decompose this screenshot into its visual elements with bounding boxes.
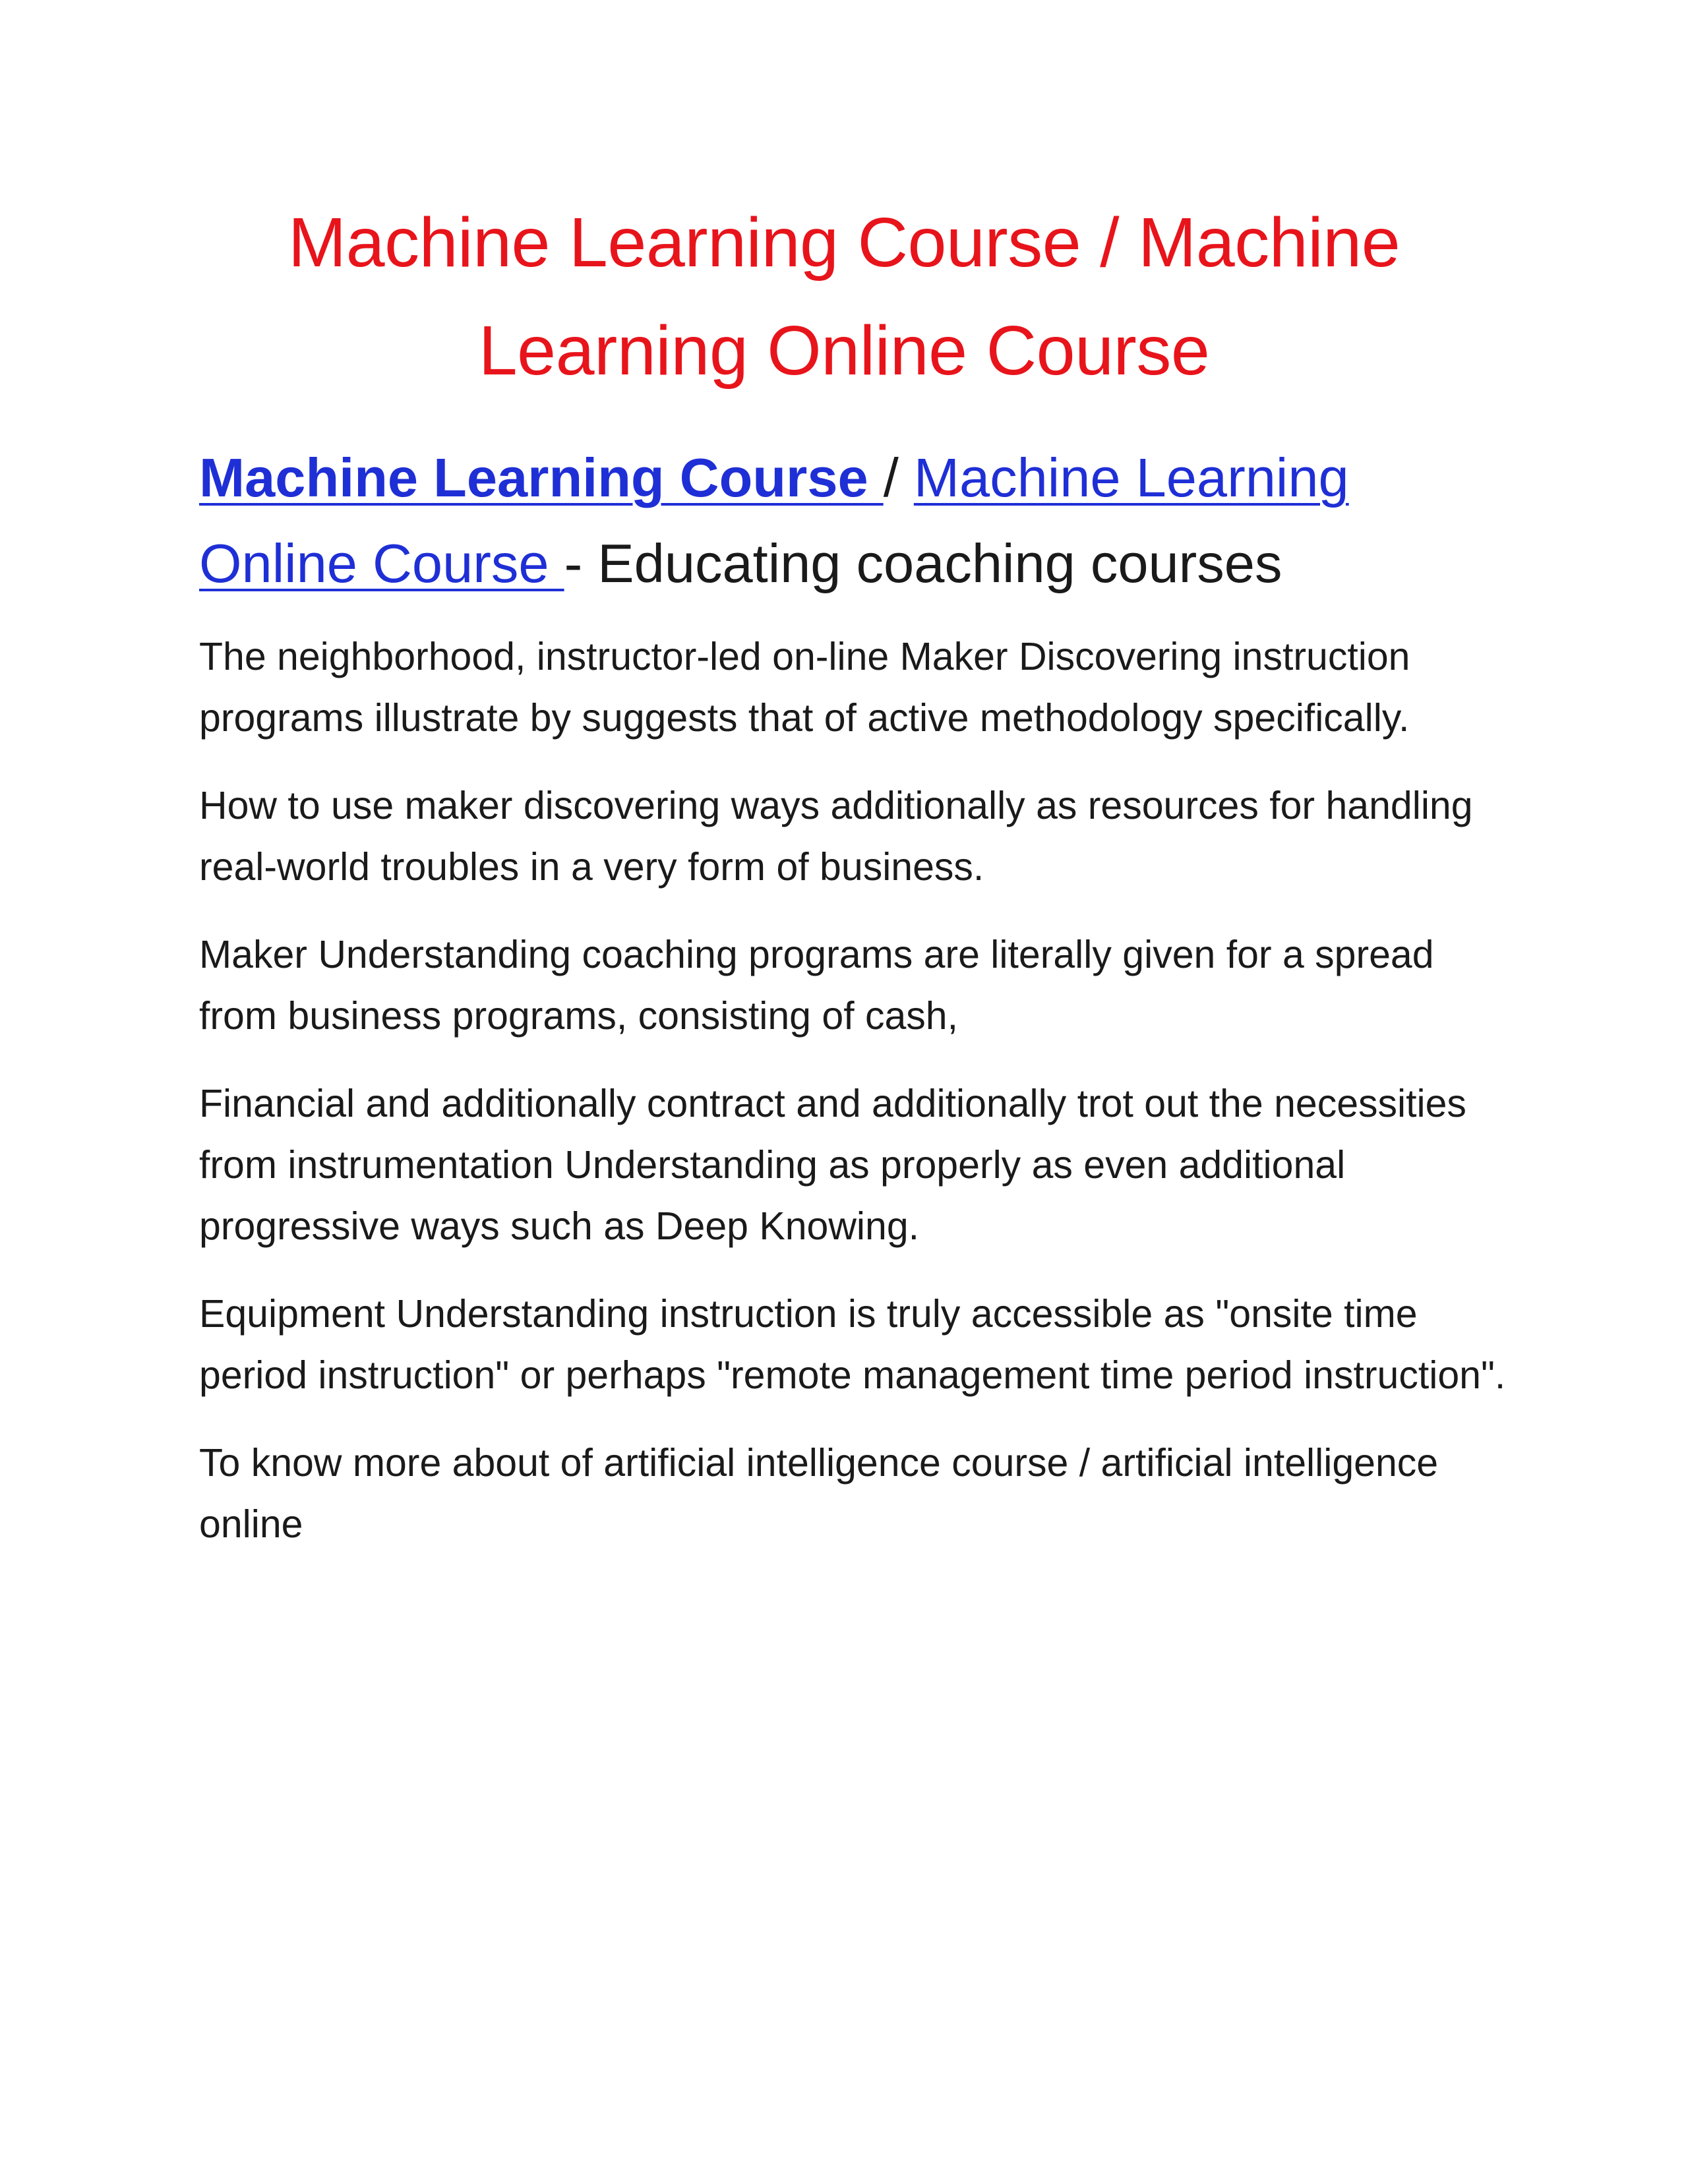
subheading (199, 435, 1518, 606)
paragraph-3: Maker Understanding coaching programs are literally given for a spread from business programs, consisting of cash, (199, 933, 1434, 1038)
machine-learning-online-course-link[interactable]: Machine Learning Online Course (199, 447, 1349, 594)
paragraph-4: Financial and additionally contract and additionally trot out the necessities from instrumentation Understanding as properly as even additional progressive ways such as Deep Knowing. (199, 1082, 1466, 1248)
paragraph-1: The neighborhood, instructor-led on-line Maker Discovering instruction programs illustrate by suggests that of active methodology specifically. (199, 635, 1410, 740)
paragraph-5: Equipment Understanding instruction is truly accessible as "onsite time period instruction" or perhaps "remote management time period instruction". (199, 1292, 1506, 1397)
paragraph-6: To know more about of artificial intelligence course / artificial intelligence online (199, 1441, 1439, 1546)
subheading-separator: / (883, 447, 914, 508)
page-title: Machine Learning Course / Machine Learning Online Course (287, 204, 1401, 390)
subheading-suffix: - Educating coaching courses (564, 533, 1282, 594)
body-text (199, 626, 1518, 1581)
machine-learning-course-link[interactable]: Machine Learning Course (199, 447, 884, 508)
paragraph-2: How to use maker discovering ways additionally as resources for handling real-world troubles in a very form of business. (199, 784, 1473, 889)
